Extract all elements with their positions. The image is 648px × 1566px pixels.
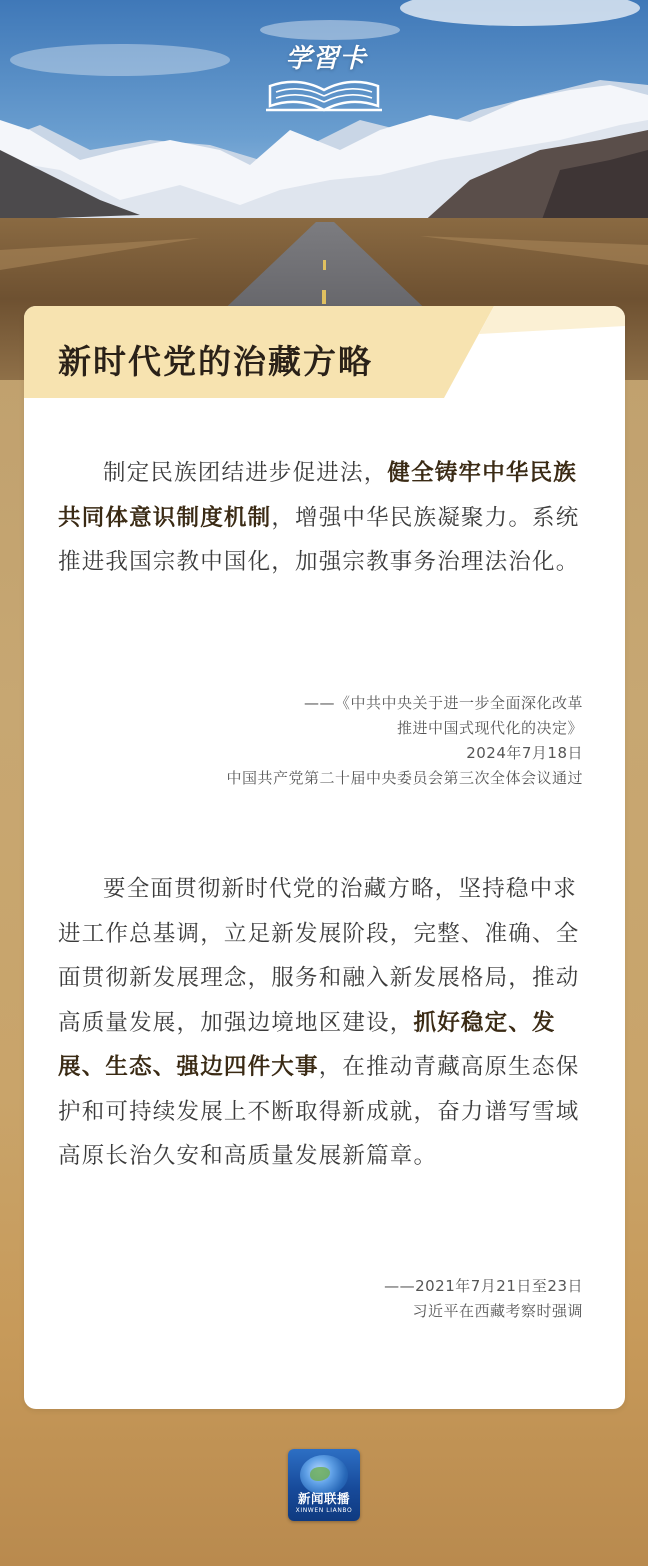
study-card-logo [262,38,386,122]
source-1-line-4: 中国共产党第二十届中央委员会第三次全体会议通过 [226,769,583,787]
quote-2-text: 要全面贯彻新时代党的治藏方略，坚持稳中求进工作总基调，立足新发展阶段，完整、准确、全面贯彻新发展理念，服务和融入新发展格局，推动高质量发展，加强边境地区建设， [58,876,580,1036]
quote-2-bold: 抓好稳定、发展、生态、强边四件大事 [58,1009,556,1080]
source-1 [226,691,583,791]
open-book-icon [262,72,386,120]
quote-1-bold: 健全铸牢中华民族共同体意识制度机制 [58,460,578,531]
source-1-line-2: 推进中国式现代化的决定》 [396,719,583,737]
quote-1-text: 制定民族团结进步促进法， [103,460,388,486]
badge-en-text: XINWEN LIANBO [295,1507,353,1514]
badge-cn-text: 新闻联播 [297,1491,350,1506]
content-card [24,306,625,1409]
quote-2-text-end: ，在推动青藏高原生态保护和可持续发展上不断取得新成就，奋力谱写雪域高原长治久安和高质量发展新篇章。 [58,1054,580,1169]
logo-text: 学習卡 [285,44,367,74]
source-2 [384,1274,583,1324]
xinwen-lianbo-logo [288,1449,360,1521]
page-title: 新时代党的治藏方略 [58,342,373,381]
source-1-line-1: ——《中共中央关于进一步全面深化改革 [303,694,583,712]
title-band [24,306,625,398]
quote-paragraph-2 [58,867,592,1179]
quote-1-text-end: ，增强中华民族凝聚力。系统推进我国宗教中国化，加强宗教事务治理法治化。 [58,504,580,575]
quote-paragraph-1 [58,451,592,585]
source-1-date: 2024年7月18日 [466,744,583,762]
source-2-date: ——2021年7月21日至23日 [384,1277,583,1295]
source-2-line-2: 习近平在西藏考察时强调 [412,1302,583,1320]
